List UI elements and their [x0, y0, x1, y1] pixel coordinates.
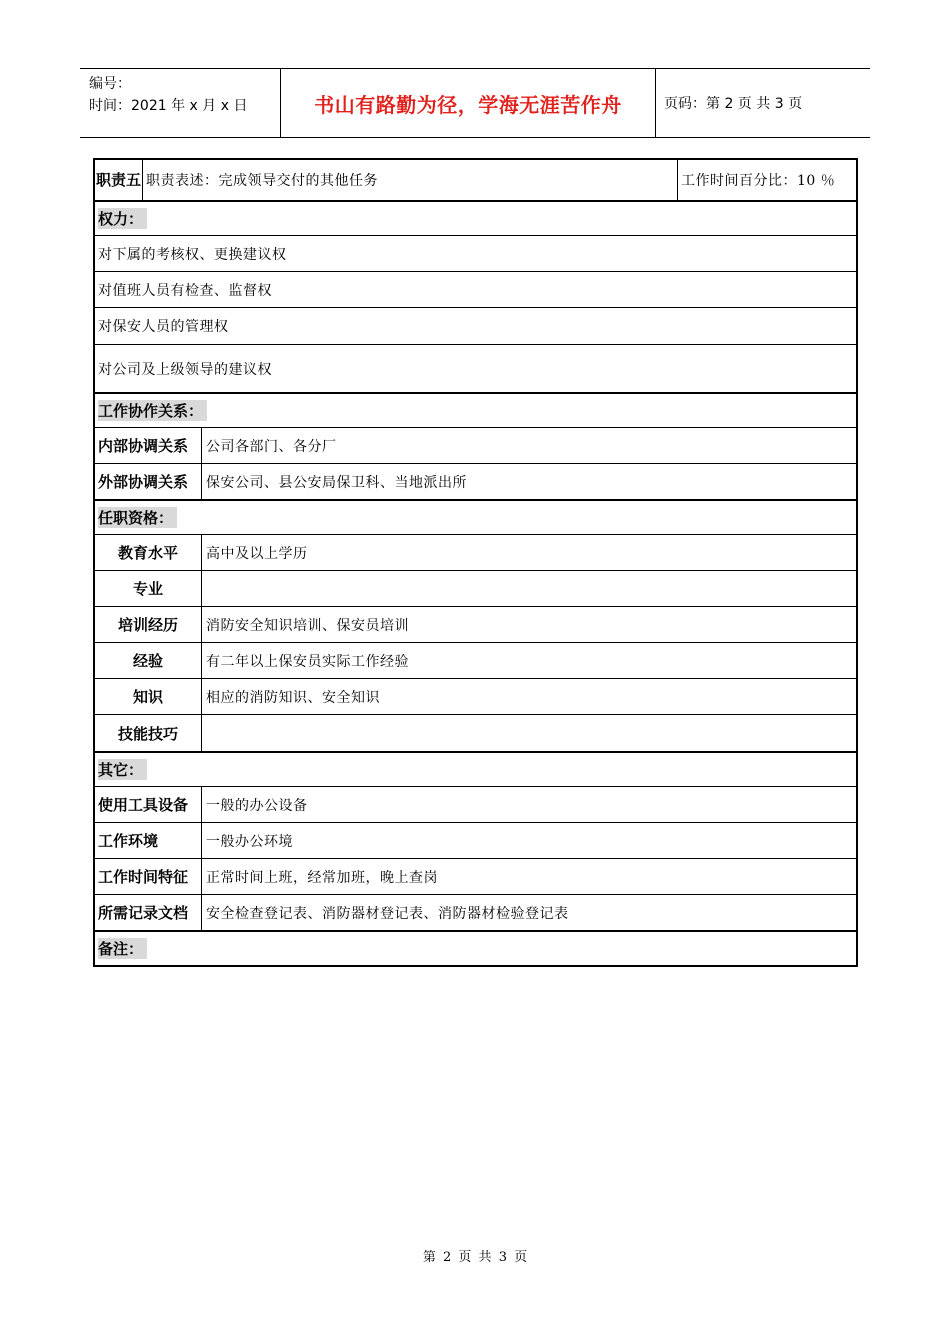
other-row [95, 786, 856, 822]
qualification-row [95, 642, 856, 678]
duty-label: 职责五 [95, 170, 141, 189]
section-title: 备注： [98, 938, 147, 959]
document-date: 时间：2021 年 x 月 x 日 [89, 98, 248, 114]
qualification-row [95, 534, 856, 570]
qualification-label: 专业 [132, 580, 163, 598]
relation-label: 外部协调关系 [98, 473, 189, 491]
duty-time-percent: 工作时间百分比：10 ％ [677, 160, 856, 200]
authority-item [95, 271, 856, 307]
authority-text: 对下属的考核权、更换建议权 [98, 246, 287, 263]
authority-text: 对公司及上级领导的建议权 [98, 361, 272, 378]
document-number-label: 编号： [89, 76, 131, 92]
qualification-label: 教育水平 [117, 544, 178, 562]
other-label: 使用工具设备 [98, 796, 189, 814]
other-label: 工作时间特征 [98, 868, 189, 886]
relation-value: 保安公司、县公安局保卫科、当地派出所 [201, 464, 856, 499]
relation-row [95, 427, 856, 463]
relation-row [95, 463, 856, 499]
qualification-value [201, 715, 856, 751]
relation-value: 公司各部门、各分厂 [201, 428, 856, 463]
qualification-value [201, 571, 856, 606]
qualification-label: 技能技巧 [117, 724, 178, 743]
duty-row [95, 160, 856, 200]
section-title: 权力： [98, 208, 147, 229]
qualification-value: 消防安全知识培训、保安员培训 [201, 607, 856, 642]
qualification-row [95, 714, 856, 751]
header-meta [80, 69, 280, 137]
duty-description: 职责表述：完成领导交付的其他任务 [142, 160, 677, 200]
section-title: 其它： [98, 759, 147, 780]
qualification-value: 高中及以上学历 [201, 535, 856, 570]
other-value: 一般办公环境 [201, 823, 856, 858]
authority-text: 对值班人员有检查、监督权 [98, 282, 272, 299]
relation-label: 内部协调关系 [98, 437, 189, 455]
qualification-row [95, 570, 856, 606]
qualification-value: 相应的消防知识、安全知识 [201, 679, 856, 714]
other-row [95, 858, 856, 894]
qualification-label: 经验 [132, 652, 163, 670]
authority-text: 对保安人员的管理权 [98, 319, 229, 335]
qualification-value: 有二年以上保安员实际工作经验 [201, 643, 856, 678]
section-title: 任职资格： [98, 507, 177, 528]
authority-item [95, 307, 856, 344]
qualification-row [95, 606, 856, 642]
page-header [80, 68, 870, 138]
header-slogan: 书山有路勤为径，学海无涯苦作舟 [280, 69, 656, 137]
qualification-label: 培训经历 [117, 616, 178, 634]
other-row [95, 894, 856, 930]
other-label: 所需记录文档 [98, 904, 189, 922]
section-qualifications [95, 499, 856, 534]
section-other [95, 751, 856, 786]
qualification-label: 知识 [132, 688, 163, 706]
other-row [95, 822, 856, 858]
other-value: 安全检查登记表、消防器材登记表、消防器材检验登记表 [201, 895, 856, 930]
section-title: 工作协作关系： [98, 400, 207, 421]
authority-item [95, 344, 856, 392]
other-value: 一般的办公设备 [201, 787, 856, 822]
page-footer: 第 2 页 共 3 页 [422, 1250, 528, 1265]
authority-item [95, 235, 856, 271]
page-indicator: 页码：第 2 页 共 3 页 [664, 96, 803, 112]
qualification-row [95, 678, 856, 714]
other-label: 工作环境 [98, 832, 159, 850]
section-authority [95, 200, 856, 235]
section-relations [95, 392, 856, 427]
section-remarks [95, 930, 856, 965]
other-value: 正常时间上班，经常加班，晚上查岗 [201, 859, 856, 894]
job-description-table [93, 158, 858, 967]
